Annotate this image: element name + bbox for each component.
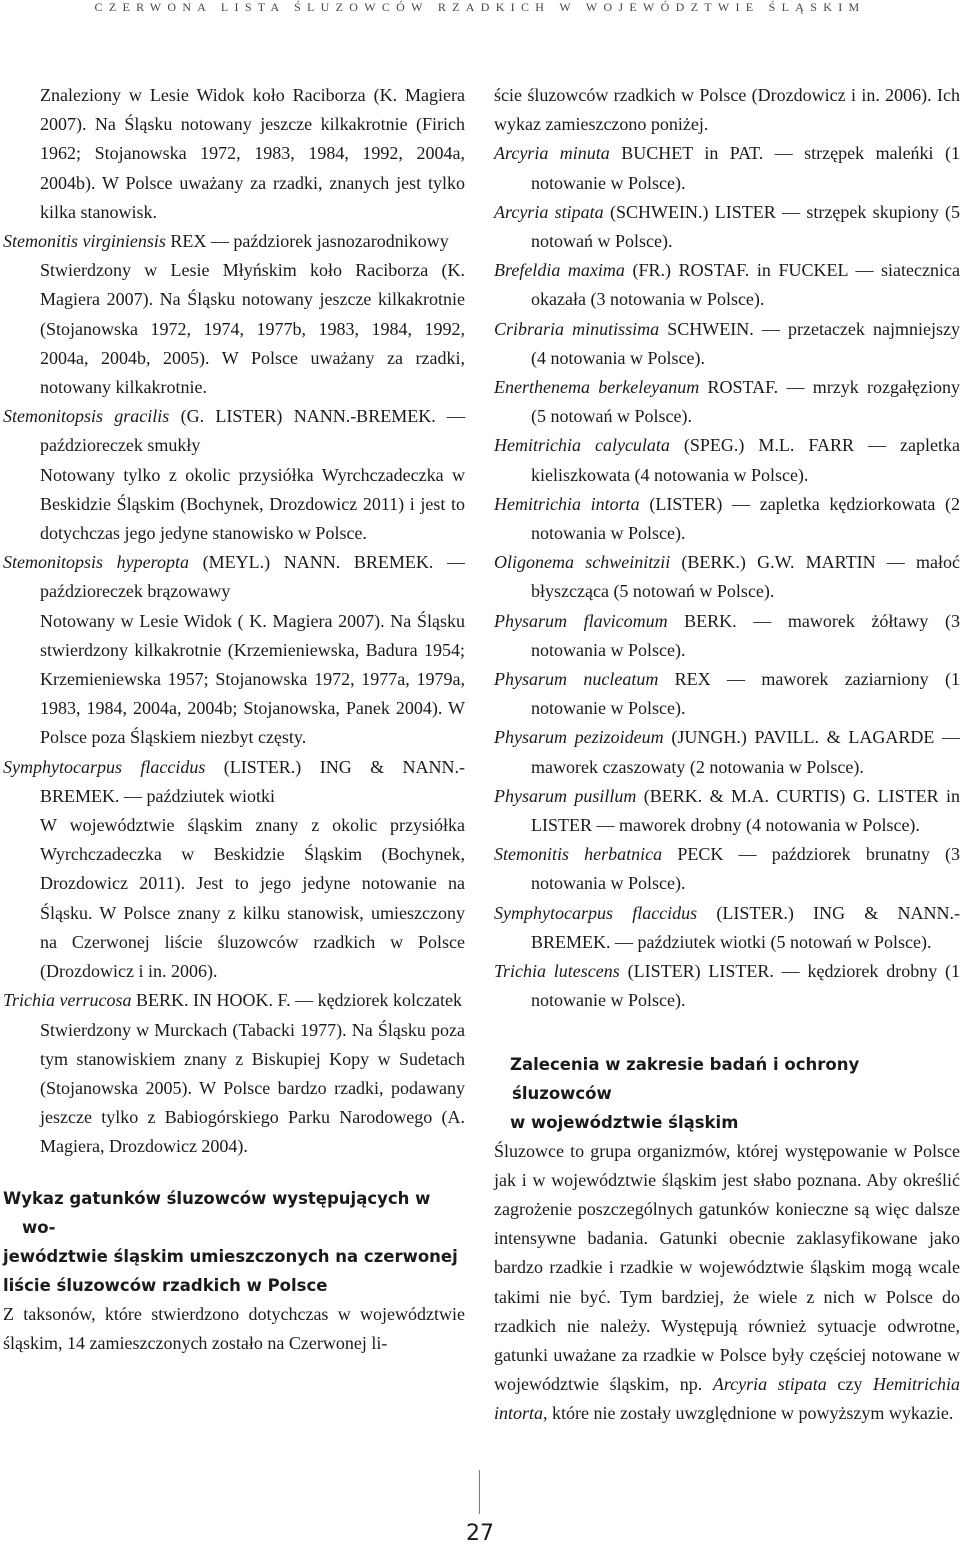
species-description: Notowany tylko z okolic przysiółka Wyrchczadeczka w Beskidzie Śląskim (Bochynek, Drozdowicz 2011) i jest to dotychczas jego jedyne stanowisko w Polsce.: [40, 464, 465, 544]
species-name: Enerthenema berkeleyanum: [494, 377, 700, 398]
right-column: [494, 81, 960, 1429]
species-name: Brefeldia maxima: [494, 260, 625, 281]
paragraph-text: czy: [826, 1374, 873, 1395]
species-details: (LISTER) LISTER. — kędziorek drobny (1 notowanie w Polsce).: [531, 961, 960, 1011]
species-details: BERK. — maworek żółtawy (3 notowania w Polsce).: [531, 610, 960, 660]
list-item: [494, 840, 960, 898]
species-details: SCHWEIN. — przetaczek najmniejszy (4 notowania w Polsce).: [531, 318, 960, 368]
species-name: Physarum flavicomum: [494, 610, 668, 631]
species-name: Stemonitis virginiensis: [3, 231, 166, 252]
page-number: 27: [466, 1521, 494, 1546]
species-author: REX — paździorek jasnozarodnikowy: [165, 231, 449, 252]
species-name: Oligonema schweinitzii: [494, 552, 671, 573]
list-item: [494, 665, 960, 723]
species-name: Physarum pusillum: [494, 785, 637, 806]
paragraph-text: , które nie zostały uwzględnione w powyższym wykazie.: [543, 1403, 954, 1424]
species-entry: [3, 548, 465, 752]
list-item: [494, 431, 960, 489]
species-details: PECK — paździorek brunatny (3 notowania w Polsce).: [531, 844, 960, 894]
species-entry: [3, 753, 465, 987]
list-item: [494, 782, 960, 840]
species-name: Trichia lutescens: [494, 961, 620, 982]
left-column: [3, 81, 465, 1358]
species-name: Arcyria stipata: [494, 201, 604, 222]
species-description: Stwierdzony w Murckach (Tabacki 1977). Na Śląsku poza tym stanowiskiem znany z Biskupiej Kopy w Sudetach (Stojanowska 2005). W Polsce bardzo rzadki, podawany jeszcze tylko z Babiogórskiego Parku Narodowego (A. Magiera, Drozdowicz 2004).: [40, 1019, 465, 1157]
heading-line: Wykaz gatunków śluzowców występujących w wo-: [3, 1188, 431, 1237]
species-name: Hemitrichia calyculata: [494, 435, 670, 456]
species-name: Arcyria stipata: [712, 1374, 827, 1395]
species-author: BERK. IN HOOK. F. — kędziorek kolczatek: [131, 990, 462, 1011]
species-details: (SPEG.) M.L. FARR — zapletka kieliszkowata (4 notowania w Polsce).: [531, 435, 960, 485]
list-item: [494, 723, 960, 781]
section-heading-recommendations: [494, 1050, 960, 1137]
species-details: ROSTAF. — mrzyk rozgałęziony (5 notowań w Polsce).: [531, 377, 960, 427]
species-details: (JUNGH.) PAVILL. & LAGARDE — maworek czaszowaty (2 notowania w Polsce).: [531, 727, 960, 777]
list-item: [494, 957, 960, 1015]
species-name: Stemonitis herbatnica: [494, 844, 663, 865]
species-name: Symphytocarpus flaccidus: [3, 756, 206, 777]
list-item: [494, 256, 960, 314]
species-name: Physarum pezizoideum: [494, 727, 664, 748]
species-name: Hemitrichia intorta: [494, 493, 640, 514]
species-details: (LISTER) — zapletka kędziorkowata (2 notowania w Polsce).: [531, 493, 960, 544]
intro-paragraph: Znaleziony w Lesie Widok koło Raciborza (K. Magiera 2007). Na Śląsku notowany jeszcze kilkakrotnie (Firich 1962; Stojanowska 1972, 1983, 1984, 1992, 2004a, 2004b). W Polsce uważany za rzadki, znanych jest tylko kilka stanowisk.: [40, 85, 465, 222]
running-header: CZERWONA LISTA ŚLUZOWCÓW RZADKICH W WOJEWÓDZTWIE ŚLĄSKIM: [94, 0, 866, 14]
list-item: [494, 548, 960, 606]
species-name: Stemonitopsis hyperopta: [3, 552, 189, 573]
species-name: Physarum nucleatum: [494, 669, 659, 690]
species-name: Cribraria minutissima: [494, 318, 660, 339]
species-name: Symphytocarpus flaccidus: [494, 902, 698, 923]
species-details: BUCHET in PAT. — strzępek maleńki (1 notowanie w Polsce).: [531, 143, 960, 193]
species-details: (BERK. & M.A. CURTIS) G. LISTER in LISTER — maworek drobny (4 notowania w Polsce).: [531, 785, 960, 836]
species-entry: [3, 227, 465, 402]
page-number-rule: [479, 1470, 480, 1514]
species-description: W województwie śląskim znany z okolic przysiółka Wyrchczadeczka w Beskidzie Śląskim (Bochynek, Drozdowicz 2011). Jest to jego jedyne notowanie na Śląsku. W Polsce znany z kilku stanowisk, umieszczony na Czerwonej liście śluzowców rzadkich w Polsce (Drozdowicz i in. 2006).: [40, 815, 465, 982]
species-details: (SCHWEIN.) LISTER — strzępek skupiony (5 notowań w Polsce).: [531, 201, 960, 252]
list-item: [494, 198, 960, 256]
species-description: Notowany w Lesie Widok ( K. Magiera 2007). Na Śląsku stwierdzony kilkakrotnie (Krzemieniewska, Badura 1954; Krzemieniewska 1957; Stojanowska 1972, 1977a, 1979a, 1983, 1984, 2004a, 2004b; Stojanowska, Panek 2004). W Polsce poza Śląskiem niezbyt częsty.: [40, 610, 465, 748]
species-author: (G. LISTER) NANN.-BREMEK. — paździoreczek smukły: [40, 406, 465, 456]
list-item: [494, 607, 960, 665]
list-item: [494, 373, 960, 431]
list-item: [494, 139, 960, 197]
list-item: [494, 899, 960, 957]
species-description: Stwierdzony w Lesie Młyńskim koło Raciborza (K. Magiera 2007). Na Śląsku notowany jeszcze kilkakrotnie (Stojanowska 1972, 1974, 1977b, 1983, 1984, 1992, 2004a, 2004b, 2005). W Polsce uważany za rzadki, notowany kilkakrotnie.: [40, 260, 465, 398]
paragraph-text: Śluzowce to grupa organizmów, której występowanie w Polsce jak i w województwie śląskim jest słabo poznana. Aby określić zagrożenie poszczególnych gatunków konieczne są więc dalsze intensywne badania. Gatunki obecnie zaklasyfikowane jako bardzo rzadkie i rzadkie w województwie śląskim mogą wcale takimi nie być. Tym bardziej, że wiele z nich w Polsce do rzadkich nie należy. Występują również sytuacje odwrotne, gatunki uważane za rzadkie w Polsce były częściej notowane w województwie śląskim, np.: [494, 1140, 960, 1395]
section-paragraph-continued: ście śluzowców rzadkich w Polsce (Drozdowicz i in. 2006). Ich wykaz zamieszczono poniżej.: [494, 85, 960, 135]
red-list: [494, 139, 960, 1015]
species-author: (MEYL.) NANN. BREMEK. — paździoreczek brązowawy: [40, 552, 466, 602]
species-details: (FR.) ROSTAF. in FUCKEL — siatecznica okazała (3 notowania w Polsce).: [531, 260, 960, 310]
species-name: Stemonitopsis gracilis: [3, 406, 170, 427]
species-details: REX — maworek zaziarniony (1 notowanie w Polsce).: [531, 669, 960, 719]
heading-line: jewództwie śląskim umieszczonych na czerwonej: [3, 1246, 458, 1266]
species-details: (LISTER.) ING & NANN.-BREMEK. — paździutek wiotki (5 notowań w Polsce).: [531, 902, 960, 952]
species-entry: [3, 402, 465, 548]
recommendations-paragraph: [494, 1137, 960, 1429]
heading-line: w województwie śląskim: [510, 1112, 739, 1132]
heading-line: liście śluzowców rzadkich w Polsce: [3, 1275, 328, 1295]
heading-line: Zalecenia w zakresie badań i ochrony śluzowców: [510, 1054, 860, 1103]
species-author: (LISTER.) ING & NANN.-BREMEK. — paździutek wiotki: [40, 756, 466, 806]
species-details: (BERK.) G.W. MARTIN — małoć błyszcząca (5 notowań w Polsce).: [531, 552, 960, 602]
species-name: Trichia verrucosa: [3, 990, 132, 1011]
species-name: Arcyria minuta: [494, 143, 610, 164]
section-heading-red-list: [3, 1184, 465, 1300]
section-paragraph: Z taksonów, które stwierdzono dotychczas w województwie śląskim, 14 zamieszczonych zostało na Czerwonej li-: [3, 1303, 465, 1353]
species-name: Hemitrichia intorta: [494, 1374, 960, 1424]
list-item: [494, 490, 960, 548]
list-item: [494, 315, 960, 373]
species-entry: [3, 986, 465, 1161]
